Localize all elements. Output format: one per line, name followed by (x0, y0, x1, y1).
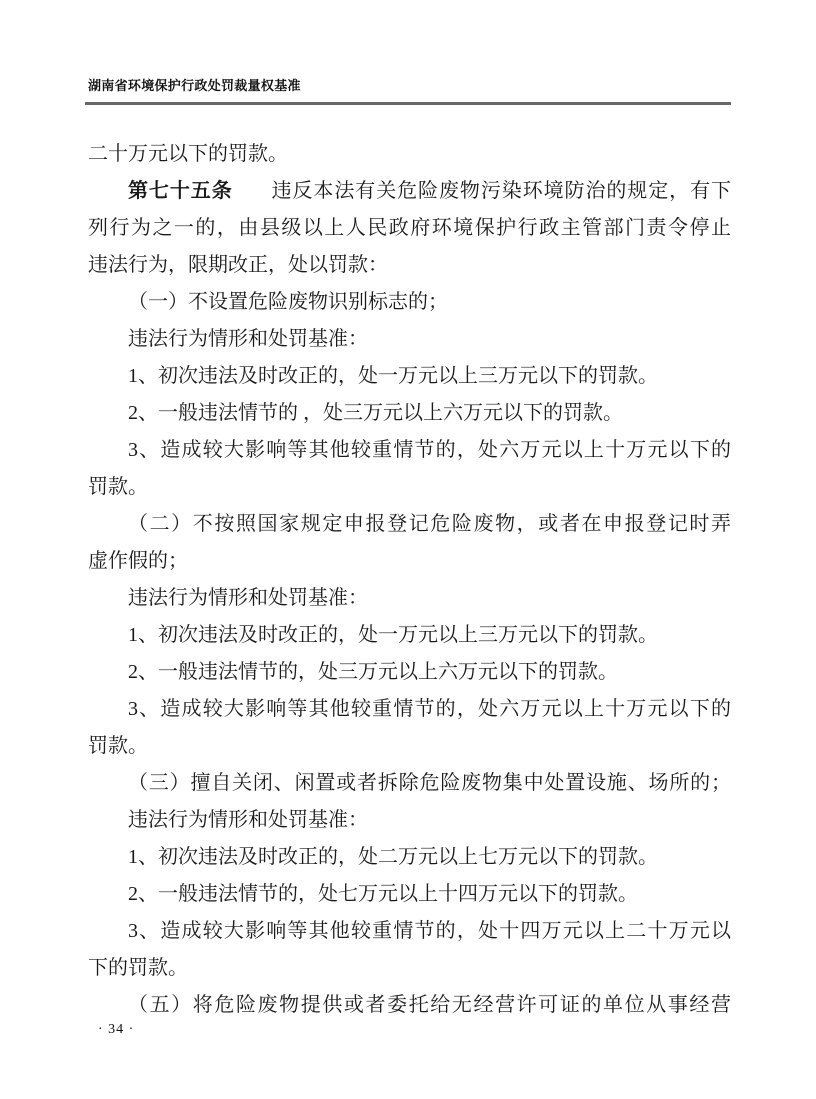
text-line: 罚款。 (88, 476, 148, 498)
text-line-content: 违反本法有关危险废物污染环境防治的规定，有下 (270, 180, 732, 202)
text-line: 2、一般违法情节的 ，处三万元以上六万元以下的罚款。 (128, 402, 623, 424)
text-line: 2、一般违法情节的，处三万元以上六万元以下的罚款。 (128, 661, 618, 683)
text-line (88, 173, 731, 210)
text-line: （二）不按照国家规定申报登记危险废物，或者在申报登记时弄 (128, 513, 731, 535)
text-line: 列行为之一的，由县级以上人民政府环境保护行政主管部门责令停止 (88, 217, 731, 239)
text-line: 1、初次违法及时改正的，处一万元以上三万元以下的罚款。 (128, 365, 658, 387)
document-body (88, 136, 731, 1024)
text-line: （五）将危险废物提供或者委托给无经营许可证的单位从事经营 (128, 994, 731, 1016)
text-line: 下的罚款。 (88, 957, 188, 979)
text-line: 1、初次违法及时改正的，处二万元以上七万元以下的罚款。 (128, 846, 658, 868)
page-header-title: 湖南省环境保护行政处罚裁量权基准 (88, 78, 301, 93)
header-rule (85, 102, 731, 105)
article-number-gap (233, 196, 271, 197)
article-number: 第七十五条 (128, 180, 233, 202)
text-line: 二十万元以下的罚款。 (88, 143, 288, 165)
text-line: 违法行为情形和处罚基准： (128, 587, 368, 609)
text-line: 违法行为，限期改正，处以罚款： (88, 254, 388, 276)
text-line: 1、初次违法及时改正的，处一万元以上三万元以下的罚款。 (128, 624, 658, 646)
text-line: 2、一般违法情节的，处七万元以上十四万元以下的罚款。 (128, 883, 638, 905)
text-line: 3、造成较大影响等其他较重情节的，处六万元以上十万元以下的 (128, 698, 731, 720)
text-line: 虚作假的； (88, 550, 188, 572)
text-line: 罚款。 (88, 735, 148, 757)
text-line: 3、造成较大影响等其他较重情节的，处六万元以上十万元以下的 (128, 439, 731, 461)
text-line: 违法行为情形和处罚基准： (128, 809, 368, 831)
page-number: · 34 · (98, 1022, 135, 1037)
text-line: 3、造成较大影响等其他较重情节的，处十四万元以上二十万元以 (128, 920, 731, 942)
text-line: （三）擅自关闭、闲置或者拆除危险废物集中处置设施、场所的； (128, 772, 731, 794)
text-line: 违法行为情形和处罚基准： (128, 328, 368, 350)
text-line: （一）不设置危险废物识别标志的； (128, 291, 448, 313)
